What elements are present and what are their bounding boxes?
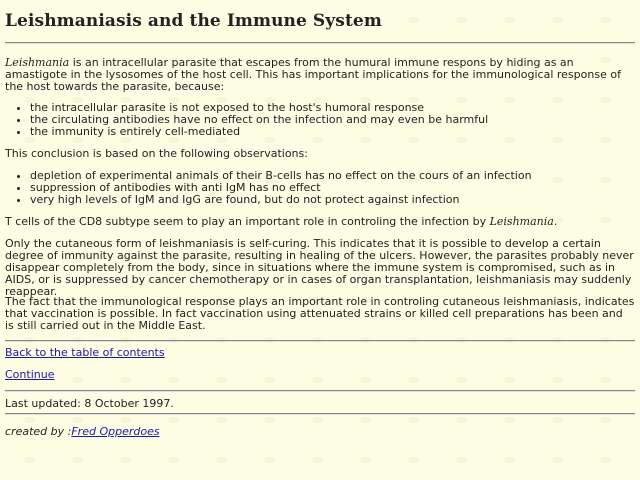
list-item: • the circulating antibodies have no effect on the infection and may even be harmful — [30, 114, 635, 126]
last-updated: Last updated: 8 October 1997. — [5, 397, 174, 410]
footer-divider — [5, 413, 635, 415]
list-item: • depletion of experimental animals of their B-cells has no effect on the cours of an infection — [30, 170, 635, 182]
links-divider-top — [5, 340, 635, 342]
tcell-text: T cells of the CD8 subtype seem to play an important role in controling the infection by — [5, 215, 490, 228]
title-divider — [5, 42, 635, 44]
vaccination-paragraph: The fact that the immunological response plays an important role in controling cutaneous leishmaniasis, indicates that vaccination is possible. In fact vaccination using attenuated strains or killed cell preparations has been and is still carried out in the Middle East. — [5, 295, 635, 332]
intro-text: is an intracellular parasite that escapes from the humural immune respons by hiding as an amastigote in the lysosomes of the host cell. This has important implications for the immunological response of the host towards the parasite, because: — [5, 56, 621, 93]
observations-list — [5, 170, 635, 206]
leishmania-term: Leishmania — [5, 56, 70, 69]
page-title: Leishmaniasis and the Immune System — [5, 11, 382, 31]
implications-list — [5, 102, 635, 138]
list-item: • suppression of antibodies with anti IgM has no effect — [30, 182, 635, 194]
list-item: • very high levels of IgM and IgG are found, but do not protect against infection — [30, 194, 635, 206]
credit-line — [5, 426, 635, 438]
credit-prefix: created by : — [5, 425, 72, 438]
cutaneous-paragraph: Only the cutaneous form of leishmaniasis is self-curing. This indicates that it is possible to develop a certain degree of immunity against the parasite, resulting in healing of the ulcers. However, the parasites probably never disappear completely from the body, since in situations where the immune system is compromised, such as in AIDS, or is suppressed by cancer chemotherapy or in cases of organ transplantation, leishmaniasis may suddenly reappear. — [5, 237, 634, 298]
list-item: • the intracellular parasite is not exposed to the host's humoral response — [30, 102, 635, 114]
tcell-paragraph — [5, 216, 635, 228]
continue-link[interactable]: Continue — [5, 368, 55, 381]
back-to-contents-link[interactable]: Back to the table of contents — [5, 346, 165, 359]
leishmania-term: Leishmania — [489, 215, 554, 228]
author-link[interactable]: Fred Opperdoes — [71, 425, 160, 438]
links-divider-bottom — [5, 390, 635, 392]
list-item: • the immunity is entirely cell-mediated — [30, 126, 635, 138]
observations-intro: This conclusion is based on the following observations: — [5, 147, 308, 160]
tcell-end: . — [553, 215, 558, 228]
intro-paragraph — [5, 57, 635, 93]
